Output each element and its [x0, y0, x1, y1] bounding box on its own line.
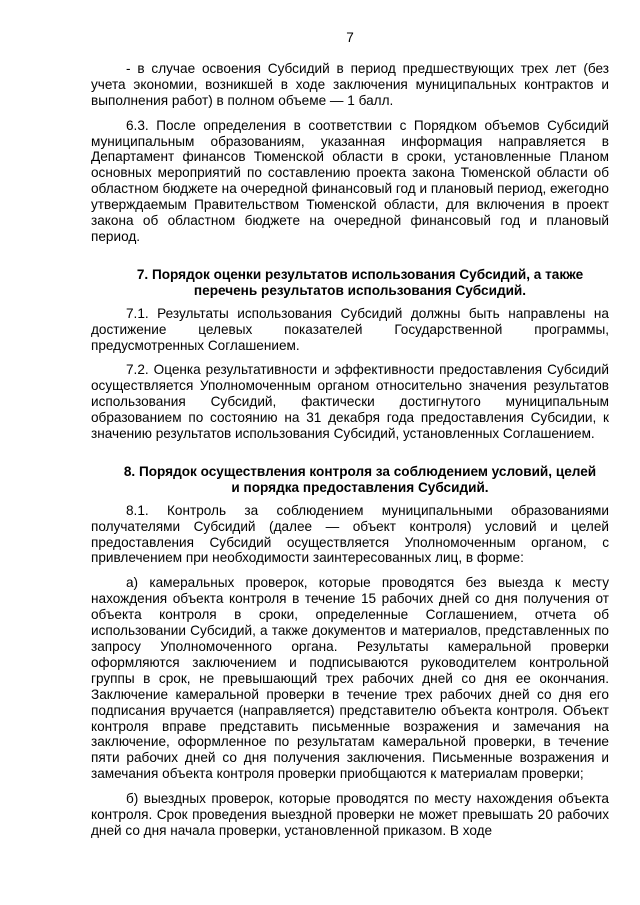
paragraph-7-1: 7.1. Результаты использования Субсидий должны быть направлены на достижение целевых показателей Государственной программы, предусмотренных Соглашением. [91, 305, 609, 353]
document-page [91, 30, 609, 839]
section-heading-8: 8. Порядок осуществления контроля за соблюдением условий, целей и порядка предоставления Субсидий. [123, 463, 597, 495]
paragraph-8-1-a: а) камеральных проверок, которые проводятся без выезда к месту нахождения объекта контроля в течение 15 рабочих дней со дня получения от объекта контроля в сроки, определенные Соглашением, отчета об использовании Субсидий, а также документов и материалов, представленных по запросу Уполномоченного органа. Результаты камеральной проверки оформляются заключением и подписываются руководителем контрольной группы в срок, не превышающий трех рабочих дней со дня ее окончания. Заключение камеральной проверки в течение трех рабочих дней со дня его подписания вручается (направляется) представителю объекта контроля. Объект контроля вправе представить письменные возражения и замечания на заключение, оформленное по результатам камеральной проверки, в течение пяти рабочих дней со дня получения заключения. Письменные возражения и замечания объекта контроля проверки приобщаются к материалам проверки; [91, 575, 609, 782]
paragraph-8-1: 8.1. Контроль за соблюдением муниципальными образованиями получателями Субсидий (далее — объект контроля) условий и целей предоставления Субсидий осуществляется Уполномоченным органом, с привлечением при необходимости заинтересованных лиц, в форме: [91, 502, 609, 566]
section-heading-7: 7. Порядок оценки результатов использования Субсидий, а также перечень результатов использования Субсидий. [136, 266, 584, 298]
paragraph-subsidy-assessment-criterion: - в случае освоения Субсидий в период предшествующих трех лет (без учета экономии, возникшей в ходе заключения муниципальных контрактов и выполнения работ) в полном объеме — 1 балл. [91, 60, 609, 108]
paragraph-7-2: 7.2. Оценка результативности и эффективности предоставления Субсидий осуществляется Уполномоченным органом относительно значения результатов использования Субсидий, фактически достигнутого муниципальным образованием по состоянию на 31 декабря года предоставления Субсидии, к значению результатов использования Субсидий, установленных Соглашением. [91, 362, 609, 442]
page-number: 7 [346, 30, 354, 45]
paragraph-6-3: 6.3. После определения в соответствии с Порядком объемов Субсидий муниципальным образованиям, указанная информация направляется в Департамент финансов Тюменской области в сроки, установленные Планом основных мероприятий по составлению проекта закона Тюменской области об областном бюджете на очередной финансовый год и плановый период, ежегодно утверждаемым Правительством Тюменской области, для включения в проект закона об областном бюджете на очередной финансовый год и плановый период. [91, 117, 609, 244]
paragraph-8-1-b: б) выездных проверок, которые проводятся по месту нахождения объекта контроля. Срок проведения выездной проверки не может превышать 20 рабочих дней со дня начала проверки, установленной приказом. В ходе [91, 791, 609, 838]
